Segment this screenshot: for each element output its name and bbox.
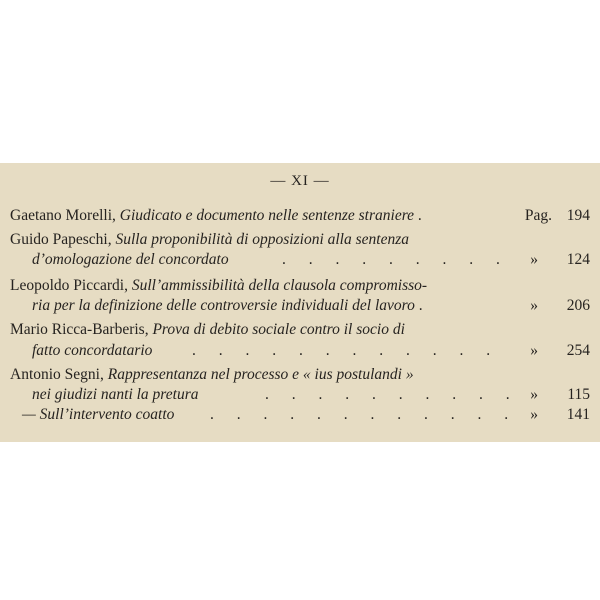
page-header: — XI —	[270, 173, 330, 189]
entry-ditto-mark: »	[530, 342, 538, 359]
toc-entry-papeschi	[10, 230, 590, 250]
toc-entry-segni-intervento	[22, 405, 590, 425]
entry-title-continued: nei giudizi nanti la pretura	[32, 386, 199, 403]
entry-title: — Sull’intervento coatto	[22, 406, 175, 423]
entry-page-number: 124	[566, 251, 590, 268]
dot-leader: . . . . . . . . . .	[265, 386, 520, 403]
entry-ditto-mark: »	[530, 406, 538, 423]
dot-leader: .	[418, 297, 423, 314]
entry-page-number: 194	[566, 207, 590, 224]
entry-title: Giudicato e documento nelle sentenze straniere	[119, 207, 415, 224]
entry-author: Antonio Segni,	[10, 366, 104, 383]
entry-text	[10, 365, 414, 385]
entry-text	[32, 296, 423, 316]
toc-entry-ricca-barberis-continued	[32, 341, 590, 361]
entry-ditto-mark: »	[530, 297, 538, 314]
entry-page-number: 254	[566, 342, 590, 359]
entry-page-number: 115	[567, 386, 590, 403]
entry-title-continued: fatto concordatario	[32, 342, 153, 359]
entry-ditto-mark: »	[530, 251, 538, 268]
toc-entry-ricca-barberis	[10, 320, 590, 340]
entry-page-number: 206	[566, 297, 590, 314]
book-page	[0, 163, 600, 442]
entry-title: Prova di debito sociale contro il socio di	[152, 321, 405, 338]
entry-text	[10, 320, 405, 340]
entry-text	[10, 230, 409, 250]
entry-author: Mario Ricca-Barberis,	[10, 321, 149, 338]
dot-leader: . . . . . . . . . . . .	[210, 406, 518, 423]
entry-author: Gaetano Morelli,	[10, 207, 116, 224]
entry-page-number: 141	[566, 406, 590, 423]
dot-leader: . . . . . . . . .	[282, 251, 510, 268]
toc-entry-papeschi-continued	[32, 250, 590, 270]
entry-title: Rappresentanza nel processo e « ius postulandi »	[107, 366, 414, 383]
entry-title-continued: ria per la definizione delle controversie individuali del lavoro	[32, 297, 415, 314]
leader-dot: .	[417, 207, 422, 224]
entry-author: Leopoldo Piccardi,	[10, 277, 128, 294]
toc-entry-segni-continued	[32, 385, 590, 405]
entry-title: Sull’ammissibilità della clausola compromisso-	[131, 277, 428, 294]
entry-author: Guido Papeschi,	[10, 231, 112, 248]
entry-text	[10, 206, 422, 226]
entry-page-label: Pag.	[524, 207, 552, 224]
toc-entry-piccardi-continued	[32, 296, 590, 316]
entry-text	[10, 276, 427, 296]
entry-title-continued: d’omologazione del concordato	[32, 251, 229, 268]
toc-entry-segni	[10, 365, 590, 385]
toc-entry-morelli	[10, 206, 590, 226]
entry-ditto-mark: »	[530, 386, 538, 403]
entry-title: Sulla proponibilità di opposizioni alla sentenza	[115, 231, 409, 248]
dot-leader: . . . . . . . . . . . .	[192, 342, 500, 359]
toc-entry-piccardi	[10, 276, 590, 296]
